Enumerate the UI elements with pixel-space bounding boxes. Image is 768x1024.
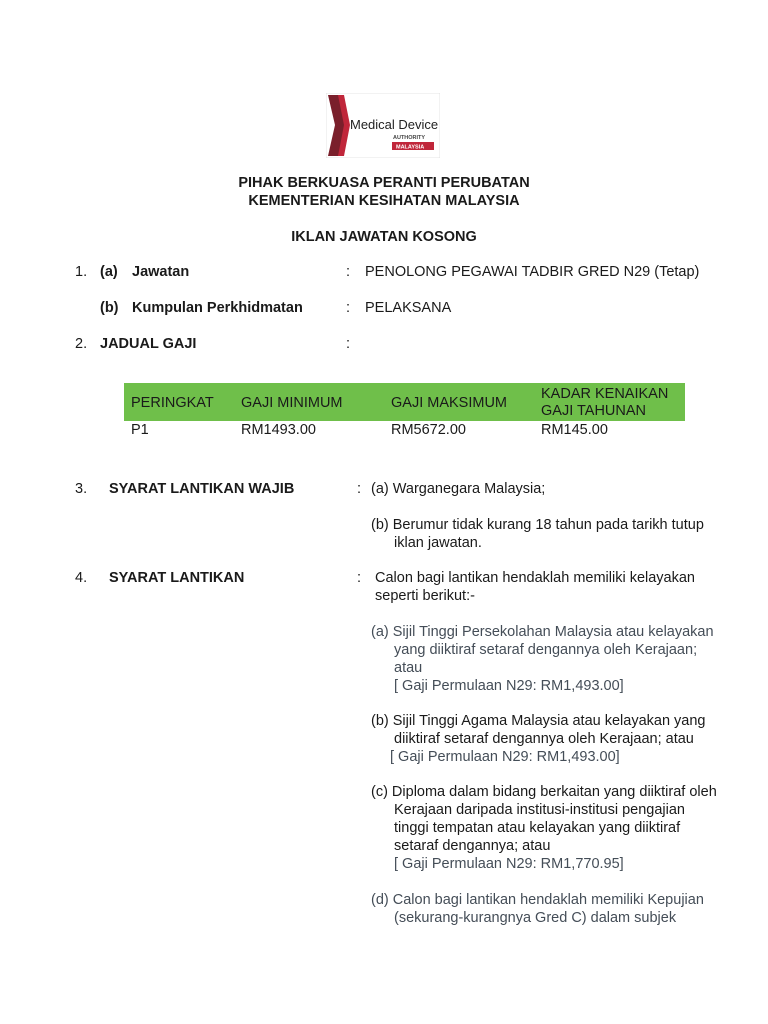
item1b-colon: : <box>346 300 351 316</box>
logo-text-authority: AUTHORITY <box>393 135 426 141</box>
item4c-line1: (c) Diploma dalam bidang berkaitan yang diiktiraf oleh <box>371 784 717 800</box>
item3b-line2: iklan jawatan. <box>394 535 482 551</box>
item4a-line3: atau <box>394 660 423 676</box>
item4a-line2: yang diiktiraf setaraf dengannya oleh Kerajaan; <box>394 642 698 658</box>
medical-device-authority-logo <box>326 93 440 158</box>
item4b-line2: diiktiraf setaraf dengannya oleh Kerajaan; atau <box>394 731 694 747</box>
item3-colon: : <box>357 481 362 497</box>
item1a-colon: : <box>346 264 351 280</box>
item2-number: 2. <box>75 336 88 352</box>
item4-number: 4. <box>75 570 88 586</box>
item4c-salary: [ Gaji Permulaan N29: RM1,770.95] <box>394 856 624 872</box>
td-peringkat: P1 <box>131 422 149 438</box>
item4d-line2: (sekurang-kurangnya Gred C) dalam subjek <box>394 910 677 926</box>
page-title: IKLAN JAWATAN KOSONG <box>291 229 477 245</box>
item2-colon: : <box>346 336 351 352</box>
item4-intro-line1: Calon bagi lantikan hendaklah memiliki kelayakan <box>375 570 695 586</box>
item4b-salary: [ Gaji Permulaan N29: RM1,493.00] <box>390 749 620 765</box>
item4a-line1: (a) Sijil Tinggi Persekolahan Malaysia atau kelayakan <box>371 624 714 640</box>
item4b-line1: (b) Sijil Tinggi Agama Malaysia atau kelayakan yang <box>371 713 706 729</box>
th-kadar-kenaikan: KADAR KENAIKAN <box>541 386 669 402</box>
item2-name: JADUAL GAJI <box>100 336 197 352</box>
item1a-label: (a) <box>100 264 118 280</box>
logo-graphic <box>326 93 440 158</box>
logo-text-malaysia: MALAYSIA <box>396 144 425 151</box>
th-gaji-tahunan: GAJI TAHUNAN <box>541 403 647 419</box>
item4-name: SYARAT LANTIKAN <box>109 570 245 586</box>
td-gaji-maksimum: RM5672.00 <box>391 422 466 438</box>
item1b-value: PELAKSANA <box>365 300 452 316</box>
salary-table-header <box>124 383 685 421</box>
item1a-value: PENOLONG PEGAWAI TADBIR GRED N29 (Tetap) <box>365 264 700 280</box>
td-gaji-minimum: RM1493.00 <box>241 422 316 438</box>
org-name: PIHAK BERKUASA PERANTI PERUBATAN <box>238 175 530 191</box>
th-gaji-minimum: GAJI MINIMUM <box>241 395 343 411</box>
item4c-line3: tinggi tempatan atau kelayakan yang diiktiraf <box>394 820 681 836</box>
item4-colon: : <box>357 570 362 586</box>
logo-text-medical: Medical Device <box>350 117 439 132</box>
item3-number: 3. <box>75 481 88 497</box>
item3a: (a) Warganegara Malaysia; <box>371 481 546 497</box>
item1b-label: (b) <box>100 300 119 316</box>
item3-name: SYARAT LANTIKAN WAJIB <box>109 481 295 497</box>
item1b-name: Kumpulan Perkhidmatan <box>132 300 303 316</box>
item1-number: 1. <box>75 264 88 280</box>
item4a-salary: [ Gaji Permulaan N29: RM1,493.00] <box>394 678 624 694</box>
th-gaji-maksimum: GAJI MAKSIMUM <box>391 395 508 411</box>
td-kadar-kenaikan: RM145.00 <box>541 422 608 438</box>
item4-intro-line2: seperti berikut:- <box>375 588 475 604</box>
item4c-line2: Kerajaan daripada institusi-institusi pengajian <box>394 802 685 818</box>
item4d-line1: (d) Calon bagi lantikan hendaklah memiliki Kepujian <box>371 892 704 908</box>
th-peringkat: PERINGKAT <box>131 395 214 411</box>
ministry-name: KEMENTERIAN KESIHATAN MALAYSIA <box>248 193 520 209</box>
item3b-line1: (b) Berumur tidak kurang 18 tahun pada tarikh tutup <box>371 517 704 533</box>
item1a-name: Jawatan <box>132 264 190 280</box>
item4c-line4: setaraf dengannya; atau <box>394 838 551 854</box>
